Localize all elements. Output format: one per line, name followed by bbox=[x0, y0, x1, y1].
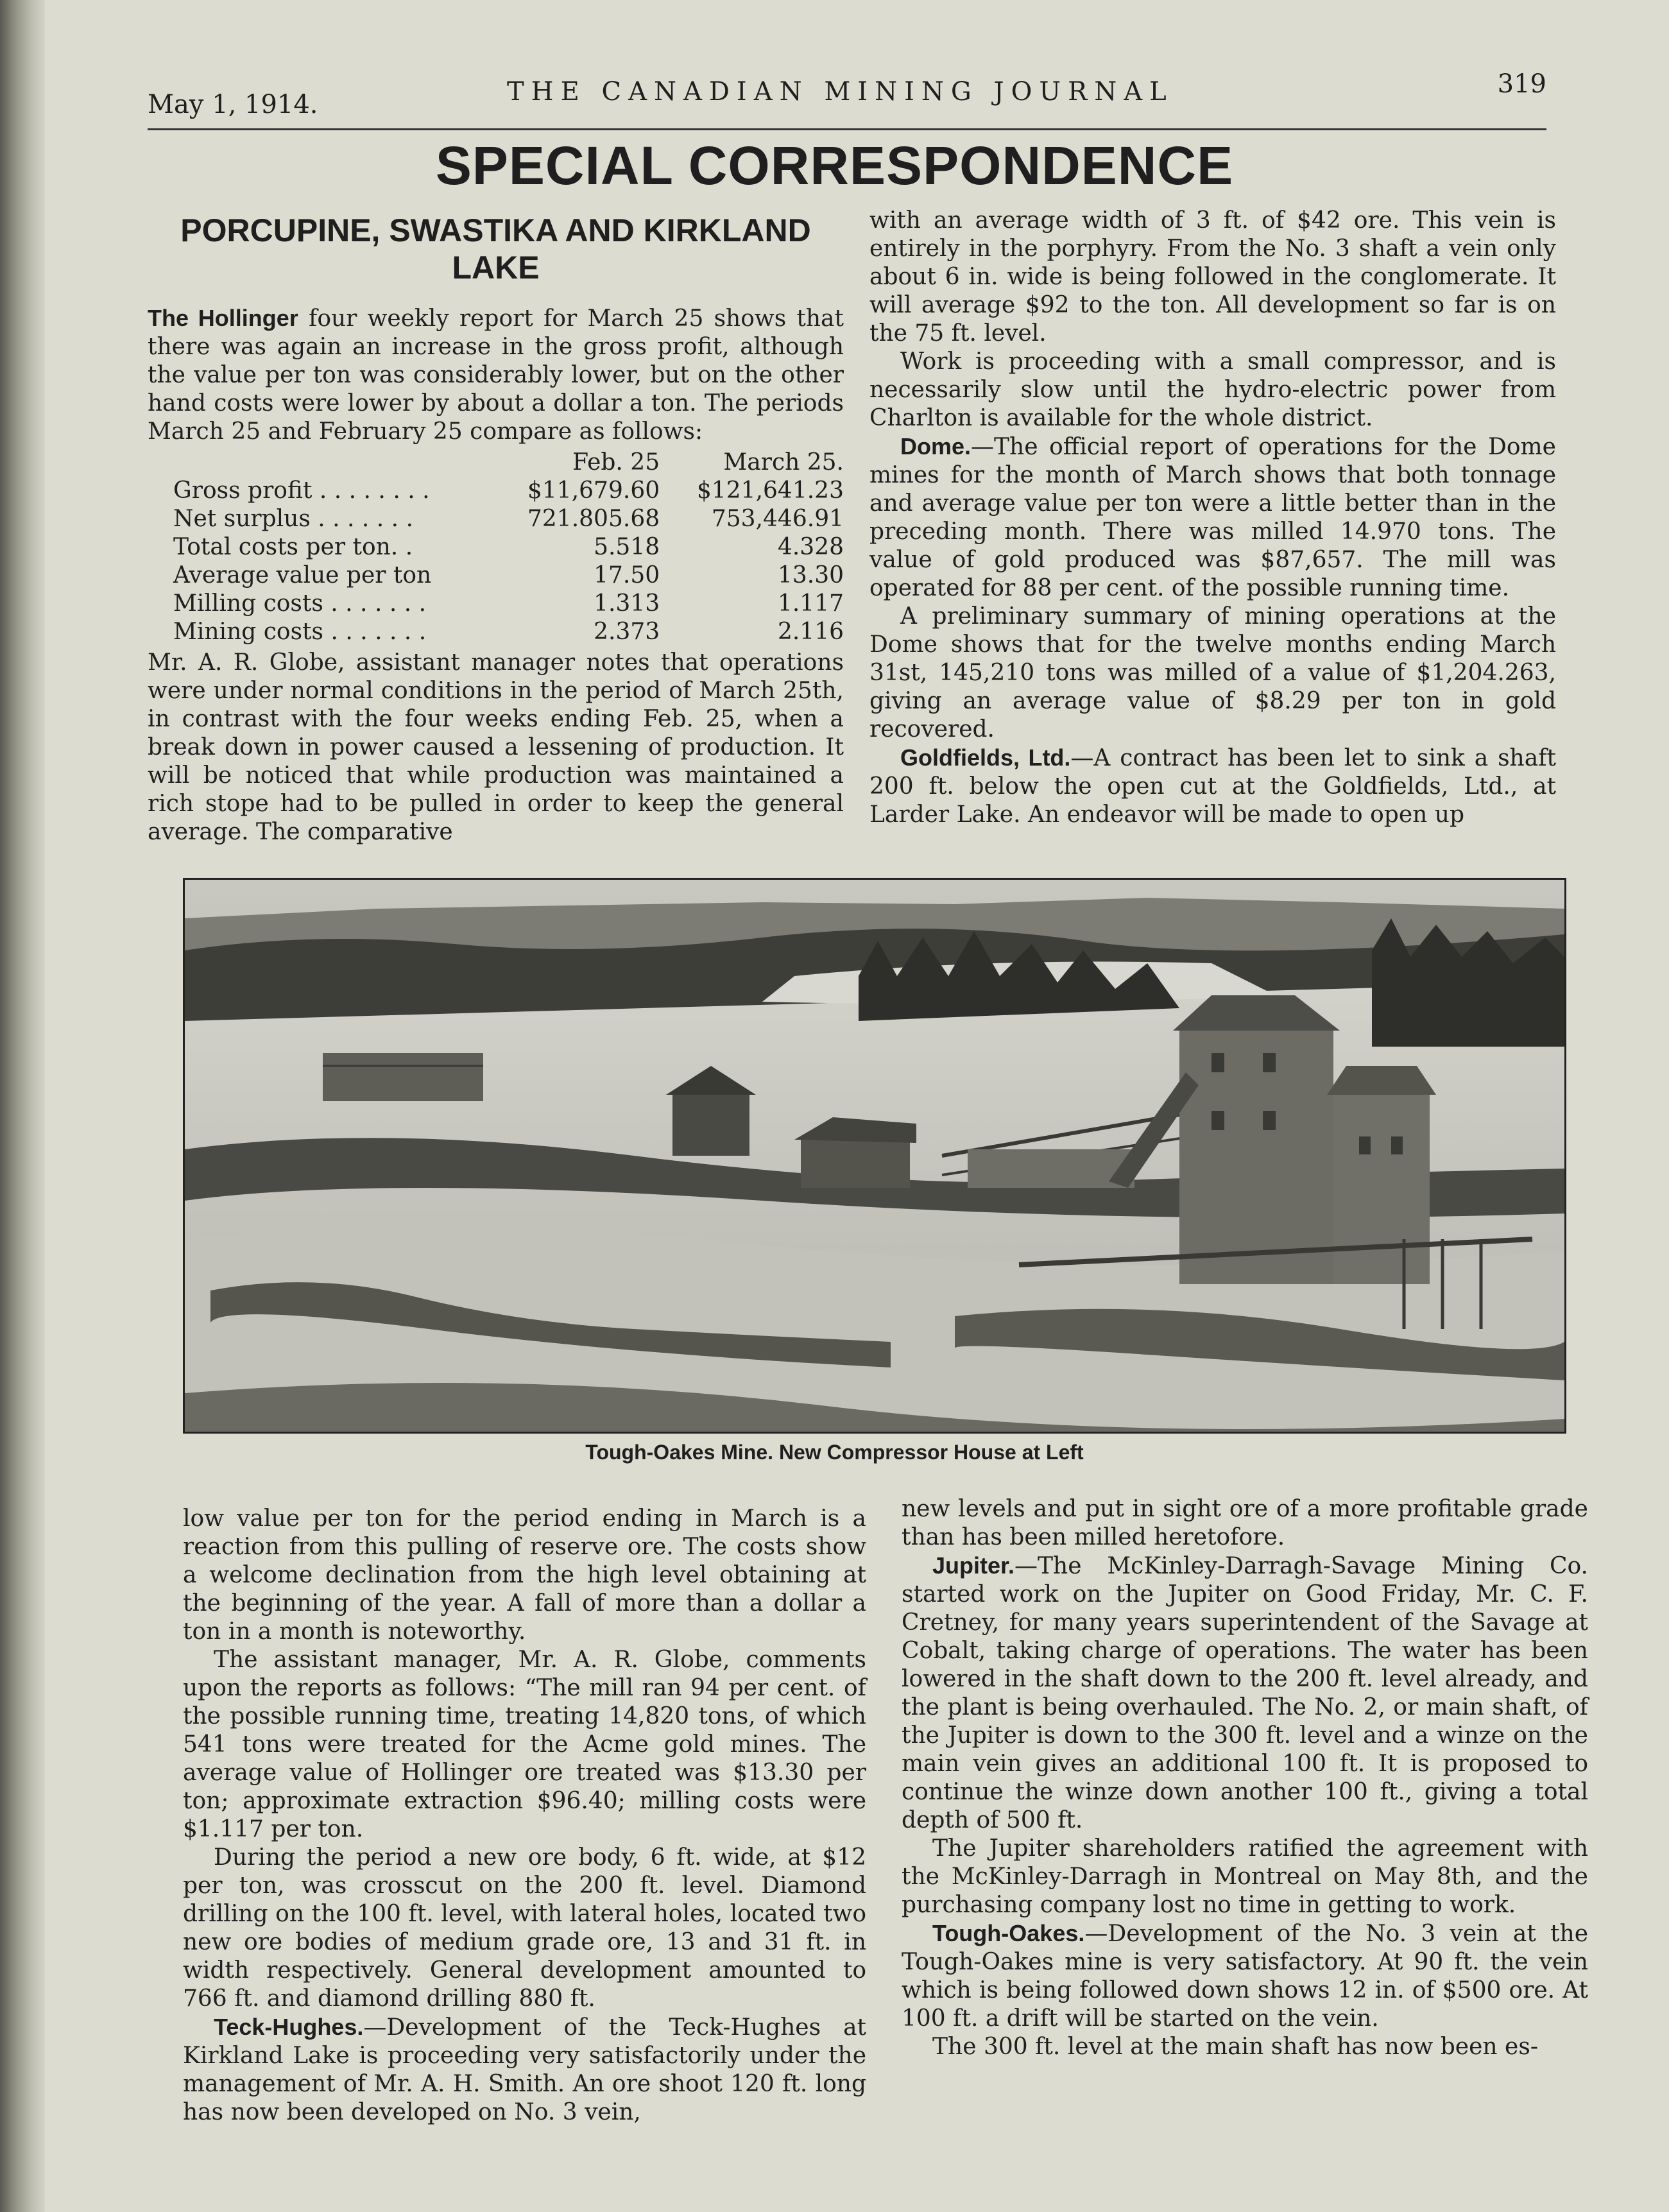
porphyry-paragraph: with an average width of 3 ft. of $42 ore. This vein is entirely in the porphyry. From the No. 3 shaft a vein only about 6 in. wide is being followed in the conglomerate. It will average $92 to the ton. All development so far is on the 75 ft. level. bbox=[869, 207, 1556, 347]
dome-lead: Dome. bbox=[900, 433, 971, 459]
table-row: Milling costs . . . . . . . 1.313 1.117 bbox=[173, 590, 844, 617]
column-4 bbox=[902, 1495, 1588, 2061]
new-ore-body-paragraph: During the period a new ore body, 6 ft. wide, at $12 per ton, was crosscut on the 200 ft. level. Diamond drilling on the 100 ft. level, with lateral holes, located two new ore bodies of medium grade ore, 13 and 31 ft. in width respectively. General development amounted to 766 ft. and diamond drilling 880 ft. bbox=[183, 1844, 866, 2012]
compressor-paragraph: Work is proceeding with a small compressor, and is necessarily slow until the hydro-electric power from Charlton is available for the whole district. bbox=[869, 348, 1556, 431]
table-row: Gross profit . . . . . . . . $11,679.60 $121,641.23 bbox=[173, 477, 844, 504]
mine-photograph bbox=[183, 878, 1566, 1434]
jupiter-paragraph-2: The Jupiter shareholders ratified the agreement with the McKinley-Darragh in Montreal on May 8th, and the purchasing company lost no time in getting to work. bbox=[902, 1835, 1588, 1918]
hollinger-paragraph-2: Mr. A. R. Globe, assistant manager notes that operations were under normal conditions in the period of March 25th, in contrast with the four weeks ending Feb. 25, when a break down in power caused a lessening of production. It will be noticed that while production was maintained a rich stope had to be pulled in order to keep the general average. The comparative bbox=[148, 649, 844, 845]
book-spine-shadow bbox=[0, 0, 45, 2212]
dome-paragraph-2: A preliminary summary of mining operations at the Dome shows that for the twelve months ending March 31st, 145,210 tons was milled of a value of $1,204.263, giving an average value of $8.29 per ton in gold recovered. bbox=[869, 603, 1556, 742]
column-header-feb: Feb. 25 bbox=[572, 449, 660, 476]
new-levels-paragraph: new levels and put in sight ore of a more profitable grade than has been milled heretofore. bbox=[902, 1496, 1588, 1550]
page-header bbox=[148, 64, 1546, 130]
tough-oakes-paragraph-1: Tough-Oakes.—Development of the No. 3 vein at the Tough-Oakes mine is very satisfactory. At 90 ft. the vein which is being followed down shows 12 in. of $500 ore. At 100 ft. a drift will be started on the vein. bbox=[902, 1920, 1588, 2032]
section-title: SPECIAL CORRESPONDENCE bbox=[435, 135, 1234, 196]
goldfields-lead: Goldfields, Ltd. bbox=[900, 744, 1071, 771]
article-heading: PORCUPINE, SWASTIKA AND KIRKLAND LAKE bbox=[180, 212, 811, 286]
hollinger-lead: The Hollinger bbox=[148, 305, 298, 331]
table-row: Average value per ton 17.50 13.30 bbox=[173, 562, 844, 588]
table-row: Mining costs . . . . . . . 2.373 2.116 bbox=[173, 619, 844, 645]
table-header-row bbox=[173, 449, 844, 477]
journal-title: THE CANADIAN MINING JOURNAL bbox=[507, 77, 1174, 107]
comparison-table bbox=[173, 449, 844, 646]
page-number: 319 bbox=[1497, 69, 1546, 99]
column-header-march: March 25. bbox=[723, 449, 844, 476]
column-3 bbox=[183, 1505, 866, 2127]
teck-hughes-lead: Teck-Hughes. bbox=[214, 2014, 364, 2040]
photo-caption: Tough-Oakes Mine. New Compressor House at Left bbox=[585, 1441, 1084, 1464]
mine-photo-illustration bbox=[185, 880, 1564, 1432]
jupiter-paragraph-1: Jupiter.—The McKinley-Darragh-Savage Mining Co. started work on the Jupiter on Good Friday, Mr. C. F. Cretney, for many years superintendent of the Savage at Cobalt, taking charge of operations. The water has been lowered in the shaft down to the 200 ft. level already, and the plant is being overhauled. The No. 2, or main shaft, of the Jupiter is down to the 300 ft. level and a winze on the main vein gives an additional 100 ft. It is proposed to continue the winze down another 100 ft., giving a total depth of 500 ft. bbox=[902, 1552, 1588, 1833]
column-1 bbox=[148, 212, 844, 846]
globe-comments-paragraph: The assistant manager, Mr. A. R. Globe, comments upon the reports as follows: “The mill ran 94 per cent. of the possible running time, treating 14,820 tons, of which 541 tons were treated for the Acme gold mines. The average value of Hollinger ore treated was $13.30 per ton; approximate extraction $96.40; milling costs were $1.117 per ton. bbox=[183, 1647, 866, 1842]
tough-oakes-lead: Tough-Oakes. bbox=[932, 1920, 1085, 1946]
goldfields-paragraph: Goldfields, Ltd.—A contract has been let to sink a shaft 200 ft. below the open cut at the Goldfields, Ltd., at Larder Lake. An endeavor will be made to open up bbox=[869, 744, 1556, 828]
column-2 bbox=[869, 207, 1556, 829]
issue-date: May 1, 1914. bbox=[148, 90, 318, 119]
hollinger-paragraph-1: The Hollinger four weekly report for March 25 shows that there was again an increase in the gross profit, although the value per ton was considerably lower, but on the other hand costs were lower by about a dollar a ton. The periods March 25 and February 25 compare as follows: bbox=[148, 305, 844, 445]
table-row: Net surplus . . . . . . . 721.805.68 753,446.91 bbox=[173, 506, 844, 532]
jupiter-lead: Jupiter. bbox=[932, 1552, 1015, 1579]
low-value-paragraph: low value per ton for the period ending in March is a reaction from this pulling of reserve ore. The costs show a welcome declination from the high level obtaining at the beginning of the year. A fall of more than a dollar a ton in a month is noteworthy. bbox=[183, 1505, 866, 1645]
table-row: Total costs per ton. . 5.518 4.328 bbox=[173, 534, 844, 560]
tough-oakes-paragraph-2: The 300 ft. level at the main shaft has now been es- bbox=[932, 2034, 1538, 2060]
dome-paragraph-1: Dome.—The official report of operations for the Dome mines for the month of March shows that both tonnage and average value per ton were a little better than in the preceding month. There was milled 14.970 tons. The value of gold produced was $87,657. The mill was operated for 88 per cent. of the possible running time. bbox=[869, 433, 1556, 601]
teck-hughes-paragraph: Teck-Hughes.—Development of the Teck-Hughes at Kirkland Lake is proceeding very satisfactorily under the management of Mr. A. H. Smith. An ore shoot 120 ft. long has now been developed on No. 3 vein, bbox=[183, 2014, 866, 2125]
